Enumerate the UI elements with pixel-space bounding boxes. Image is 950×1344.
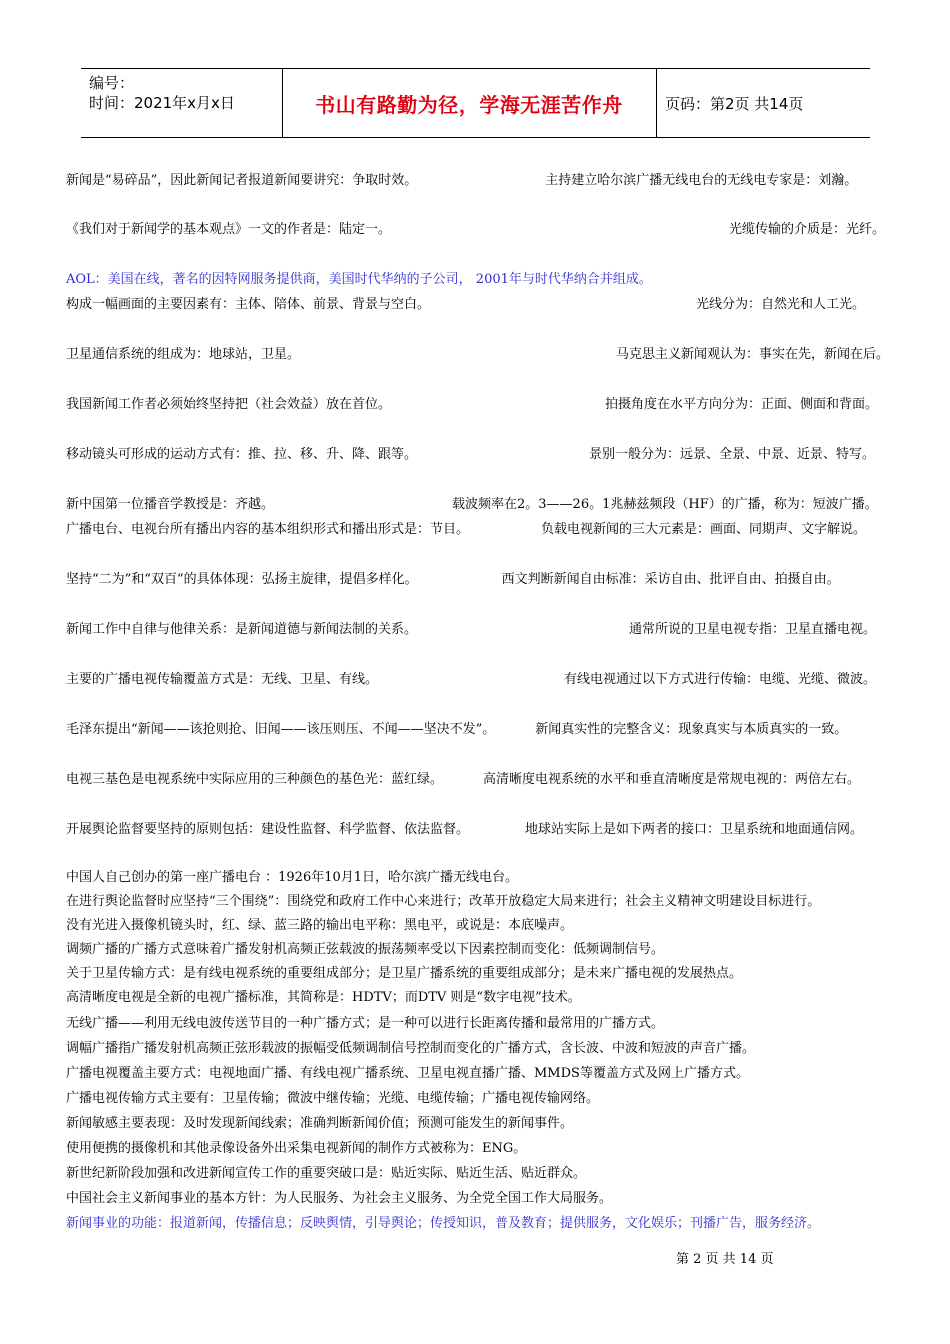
entry-left: 主要的广播电视传输覆盖方式是：无线、卫星、有线。: [66, 672, 379, 687]
list-item: 关于卫星传输方式：是有线电视系统的重要组成部分；是卫星广播系统的重要组成部分；是未来广播电视的发展热点。: [66, 966, 743, 981]
entry-pair: [36, 517, 906, 542]
list-item: 广播电视覆盖主要方式：电视地面广播、有线电视广播系统、卫星电视直播广播、MMDS等覆盖方式及网上广播方式。: [66, 1066, 749, 1081]
list-item: 高清晰度电视是全新的电视广播标准，其简称是：HDTV；而DTV 则是“数字电视”技术。: [66, 990, 581, 1005]
entry-right: 通常所说的卫星电视专指：卫星直播电视。: [629, 622, 877, 637]
entry-left: 广播电台、电视台所有播出内容的基本组织形式和播出形式是：节目。: [66, 522, 470, 537]
header-motto: 书山有路勤为径，学海无涯苦作舟: [315, 92, 623, 117]
list-item: 新世纪新阶段加强和改进新闻宣传工作的重要突破口是：贴近实际、贴近生活、贴近群众。: [66, 1166, 587, 1181]
entry-right: 有线电视通过以下方式进行传输：电缆、光缆、微波。: [564, 672, 877, 687]
list-item: 调幅广播指广播发射机高频正弦形载波的振幅受低频调制信号控制而变化的广播方式，含长波、中波和短波的声音广播。: [66, 1041, 756, 1056]
number-label: 编号：: [89, 74, 135, 92]
entry-left: 卫星通信系统的组成为：地球站，卫星。: [66, 347, 301, 362]
entry-pair: [36, 292, 906, 317]
entry-pair: [36, 342, 906, 367]
entry-left: 我国新闻工作者必须始终坚持把（社会效益）放在首位。: [66, 397, 392, 412]
entry-right: 马克思主义新闻观认为：事实在先，新闻在后。: [616, 347, 890, 362]
entry-left: 新闻是“易碎品”，因此新闻记者报道新闻要讲究：争取时效。: [66, 173, 418, 188]
entry-left: 移动镜头可形成的运动方式有：推、拉、移、升、降、跟等。: [66, 447, 418, 462]
entry-pair: [36, 217, 906, 242]
entry-left: 新闻工作中自律与他律关系：是新闻道德与新闻法制的关系。: [66, 622, 418, 637]
aol-line: AOL：美国在线，著名的因特网服务提供商，美国时代华纳的子公司， 2001年与时代华纳合并组成。: [66, 272, 652, 287]
entry-pair: [36, 667, 906, 692]
list-item: 使用便携的摄像机和其他录像设备外出采集电视新闻的制作方式被称为：ENG。: [66, 1141, 527, 1156]
entry-pair: [36, 817, 906, 842]
entry-right: 光线分为：自然光和人工光。: [696, 297, 866, 312]
entry-right: 主持建立哈尔滨广播无线电台的无线电专家是：刘瀚。: [545, 173, 858, 188]
entry-pair: [36, 492, 906, 517]
entry-right: 光缆传输的介质是：光纤。: [729, 222, 886, 237]
entry-pair: [36, 442, 906, 467]
entry-right: 地球站实际上是如下两者的接口：卫星系统和地面通信网。: [525, 822, 864, 837]
entry-pair: [36, 617, 906, 642]
page-footer: 第 2 页 共 14 页: [676, 1252, 774, 1267]
list-item: 广播电视传输方式主要有：卫星传输；微波中继传输；光缆、电缆传输；广播电视传输网络。: [66, 1091, 600, 1106]
list-item: 调频广播的广播方式意味着广播发射机高频正弦载波的振荡频率受以下因素控制而变化：低频调制信号。: [66, 942, 665, 957]
entry-right: 景别一般分为：远景、全景、中景、近景、特写。: [589, 447, 876, 462]
entry-left: 坚持“二为”和“双百”的具体体现：弘扬主旋律，提倡多样化。: [66, 572, 418, 587]
list-item: 新闻敏感主要表现：及时发现新闻线索；准确判断新闻价值；预测可能发生的新闻事件。: [66, 1116, 574, 1131]
list-item: 在进行舆论监督时应坚持“三个围绕”：围绕党和政府工作中心来进行；改革开放稳定大局来进行；社会主义精神文明建设目标进行。: [66, 894, 821, 909]
entry-right: 载波频率在2。3——26。1兆赫兹频段（HF）的广播，称为：短波广播。: [452, 497, 878, 512]
time-label: 时间：2021年x月x日: [89, 94, 235, 112]
entry-right: 负载电视新闻的三大元素是：画面、同期声、文字解说。: [541, 522, 867, 537]
entry-left: 《我们对于新闻学的基本观点》一文的作者是：陆定一。: [66, 222, 392, 237]
entry-pair: [36, 392, 906, 417]
entry-pair: [36, 717, 906, 742]
entry-left: 开展舆论监督要坚持的原则包括：建设性监督、科学监督、依法监督。: [66, 822, 470, 837]
list-item: 中国人自己创办的第一座广播电台 ：1926年10月1日，哈尔滨广播无线电台。: [66, 870, 519, 885]
list-item: 无线广播——利用无线电波传送节目的一种广播方式；是一种可以进行长距离传播和最常用的广播方式。: [66, 1016, 665, 1031]
entry-left: 电视三基色是电视系统中实际应用的三种颜色的基色光：蓝红绿。: [66, 772, 444, 787]
list-item: 中国社会主义新闻事业的基本方针：为人民服务、为社会主义服务、为全党全国工作大局服务。: [66, 1191, 613, 1206]
entry-right: 拍摄角度在水平方向分为：正面、侧面和背面。: [605, 397, 879, 412]
entry-left: 构成一幅画面的主要因素有：主体、陪体、前景、背景与空白。: [66, 297, 431, 312]
entry-pair: [36, 567, 906, 592]
header-page-info: 页码：第2页 共14页: [665, 95, 804, 113]
list-item: 没有光进入摄像机镜头时，红、绿、蓝三路的输出电平称：黑电平，或说是：本底噪声。: [66, 918, 574, 933]
entry-right: 新闻真实性的完整含义：现象真实与本质真实的一致。: [535, 722, 848, 737]
entry-right: 高清晰度电视系统的水平和垂直清晰度是常规电视的：两倍左右。: [483, 772, 861, 787]
entry-left: 新中国第一位播音学教授是：齐越。: [66, 497, 275, 512]
functions-line: 新闻事业的功能：报道新闻，传播信息；反映舆情，引导舆论；传授知识，普及教育；提供服务，文化娱乐；刊播广告，服务经济。: [66, 1216, 821, 1231]
entry-pair: [36, 767, 906, 792]
entry-right: 西文判断新闻自由标准：采访自由、批评自由、拍摄自由。: [501, 572, 840, 587]
entry-left: 毛泽东提出“新闻——该抢则抢、旧闻——该压则压、不闻——坚决不发”。: [66, 722, 496, 737]
entry-pair: [36, 168, 906, 193]
